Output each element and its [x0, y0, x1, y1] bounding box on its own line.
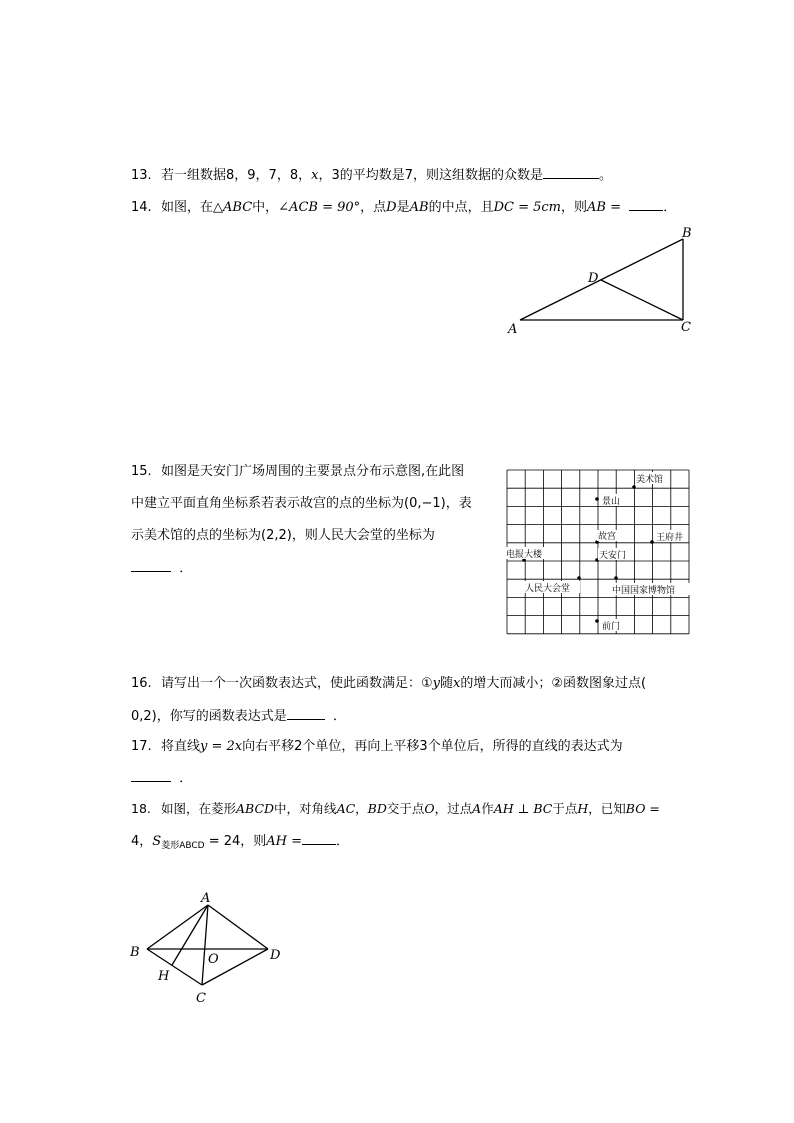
question-number: 13.	[131, 168, 152, 183]
question-17-line1: 17. 将直线y = 2x向右平移2个单位，再向上平移3个单位后，所得的直线的表达式为	[131, 739, 623, 754]
question-17-line2: ．	[131, 769, 192, 788]
question-number: 15.	[131, 464, 152, 479]
question-18-line1: 18. 如图，在菱形ABCD中，对角线AC，BD交于点O，过点A作AH ⊥ BC于点H，已知BO =	[131, 801, 660, 816]
point-bowuguan	[614, 576, 618, 580]
label-meishuguan: 美术馆	[636, 475, 664, 485]
side-ab	[147, 905, 208, 949]
side-ad	[208, 905, 268, 949]
label-renmin: 人民大会堂	[525, 584, 571, 594]
segment-ah	[172, 905, 208, 965]
label-dianbao: 电报大楼	[506, 550, 543, 560]
point-jingshan	[595, 497, 599, 501]
answer-blank[interactable]	[629, 198, 663, 211]
answer-blank[interactable]	[131, 769, 171, 782]
point-meishuguan	[632, 485, 636, 489]
label-c: C	[681, 320, 691, 335]
question-15-line1: 15. 如图是天安门广场周围的主要景点分布示意图,在此图	[131, 464, 465, 479]
question-18-line2: 4，$S_{菱形ABCD} = 24$，则AH = ．	[131, 834, 350, 851]
answer-blank[interactable]	[543, 166, 599, 179]
rhombus-figure	[125, 885, 295, 1010]
question-15-line4: ．	[131, 559, 192, 578]
label-o: O	[208, 952, 219, 967]
question-number: 16.	[131, 676, 152, 691]
answer-blank[interactable]	[302, 832, 336, 845]
question-number: 18.	[131, 801, 151, 816]
question-13: 13. 若一组数据8，9，7，8，x，3的平均数是7，则这组数据的众数是 。	[131, 168, 613, 183]
label-wangfujing: 王府井	[656, 533, 684, 543]
label-qianmen: 前门	[602, 622, 621, 632]
triangle-figure	[500, 225, 700, 340]
label-d: D	[588, 271, 599, 286]
label-h: H	[158, 969, 170, 984]
question-number: 17.	[131, 739, 152, 754]
label-a: A	[201, 891, 211, 906]
point-wangfujing	[650, 540, 654, 544]
grid-map-figure	[506, 469, 690, 633]
label-tiananmen: 天安门	[599, 551, 627, 561]
question-15-line2: 中建立平面直角坐标系若表示故宫的点的坐标为(0,−1)，表	[131, 496, 472, 511]
question-number: 14.	[131, 200, 152, 215]
point-renmin	[577, 576, 581, 580]
diagonal-ac	[202, 905, 208, 985]
label-d: D	[270, 948, 281, 963]
label-bowuguan: 中国国家博物馆	[612, 586, 676, 596]
question-16-line2: 0,2)，你写的函数表达式是 ．	[131, 709, 347, 724]
question-14: 14. 如图，在△ABC中，∠ACB = 90°，点D是AB的中点，且DC = 5cm，则AB = ．	[131, 200, 677, 215]
side-cb	[147, 949, 202, 985]
answer-blank[interactable]	[287, 707, 325, 720]
label-b: B	[130, 945, 140, 960]
point-qianmen	[595, 619, 599, 623]
label-c: C	[196, 991, 206, 1006]
segment-dc	[601, 280, 683, 320]
answer-blank[interactable]	[131, 559, 171, 572]
label-jingshan: 景山	[602, 497, 621, 507]
label-gugong: 故宫	[598, 532, 617, 542]
label-a: A	[508, 322, 518, 337]
question-15-line3: 示美术馆的点的坐标为(2,2)，则人民大会堂的坐标为	[131, 528, 435, 543]
question-16-line1: 16. 请写出一个一次函数表达式，使此函数满足：①y随x的增大而减小；②函数图象过点(	[131, 676, 647, 691]
label-b: B	[682, 226, 692, 241]
